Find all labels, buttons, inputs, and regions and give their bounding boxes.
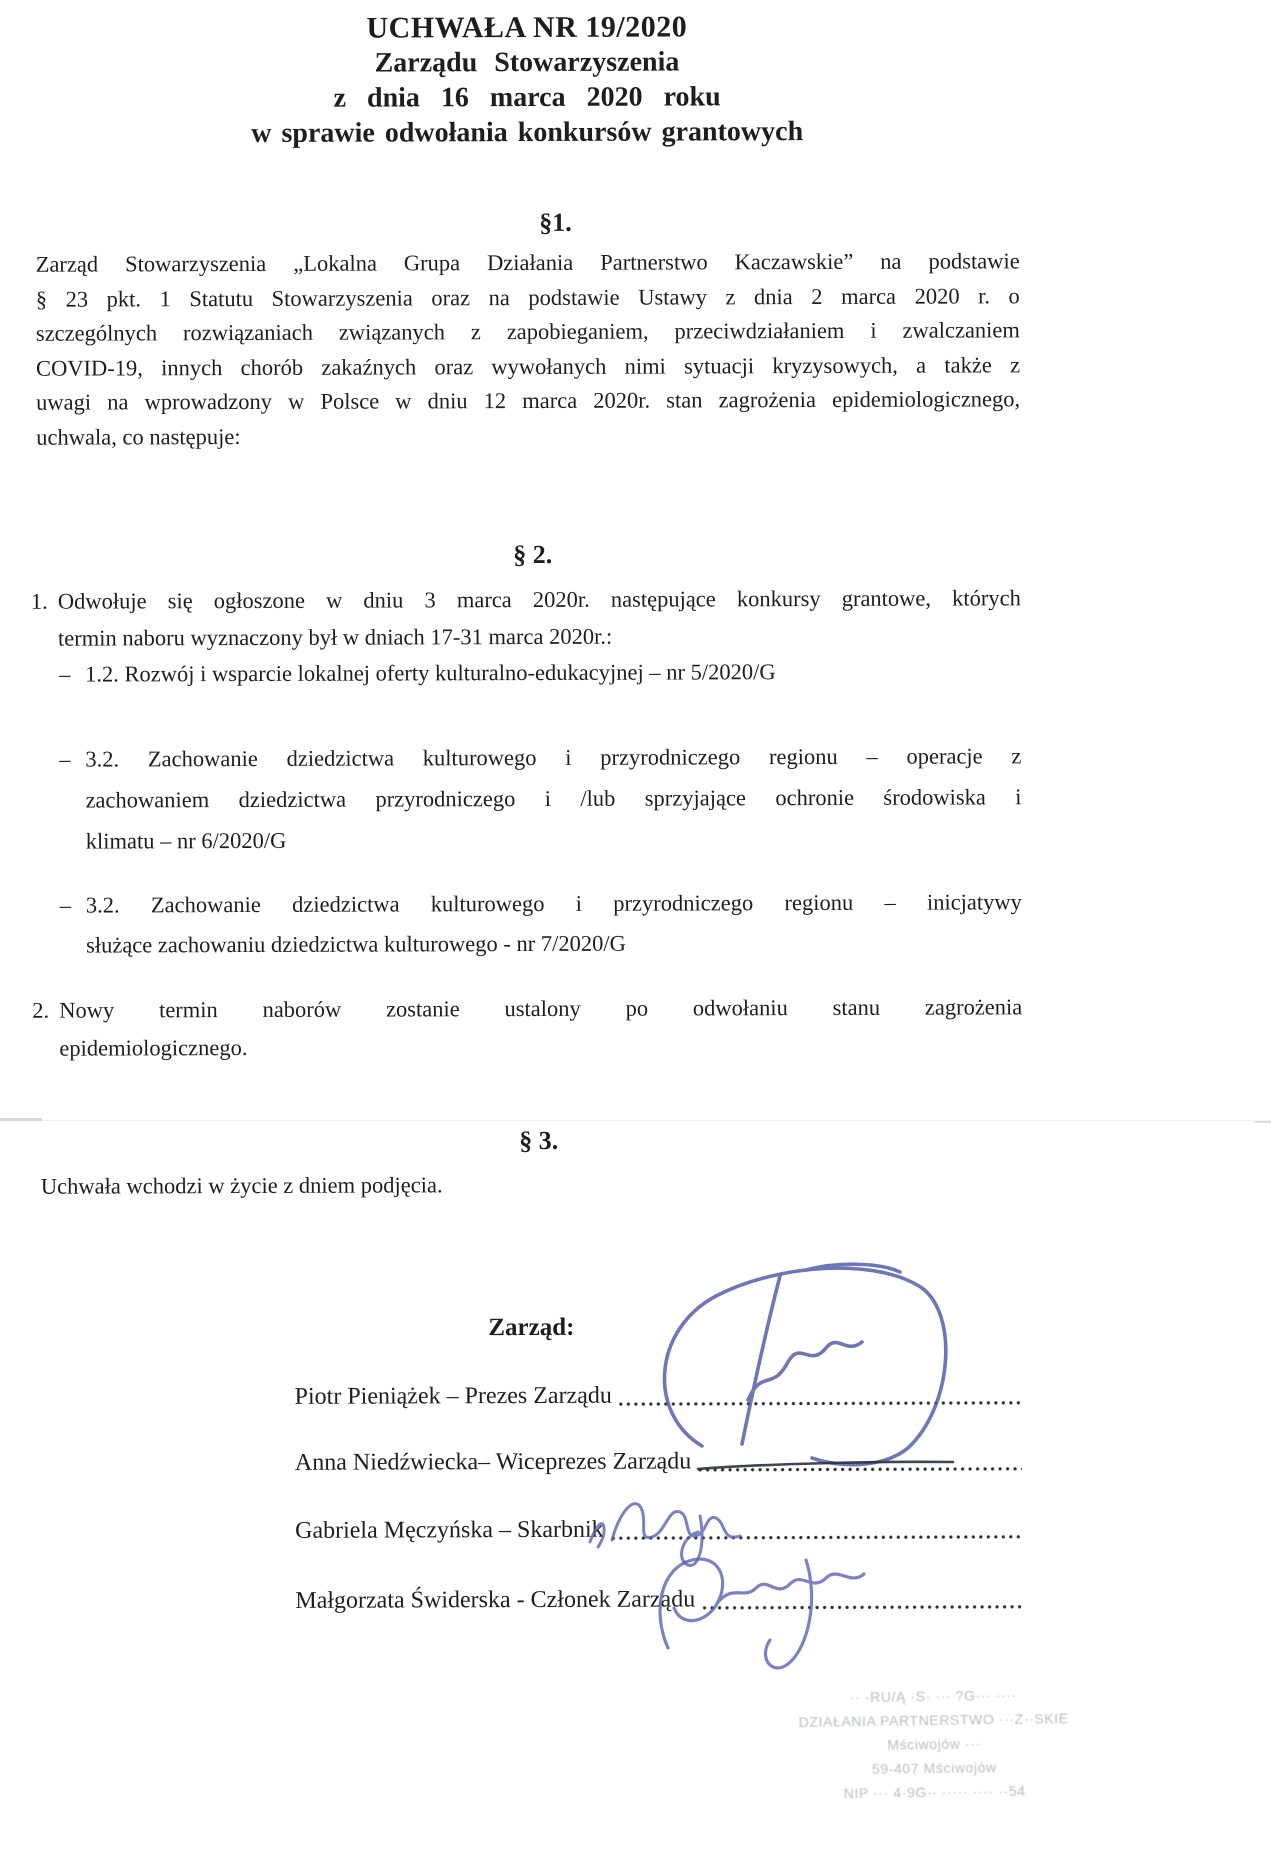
section-3-heading: § 3. xyxy=(519,1125,559,1156)
signature-row-prezes xyxy=(295,1370,1024,1415)
dotted-signature-line xyxy=(609,1510,1025,1547)
document-header xyxy=(35,8,1019,151)
subitem-line: 3.2. Zachowanie dziedzictwa kulturowego i przyrodniczego regionu – operacje z xyxy=(85,743,1022,772)
signer-label: Anna Niedźwiecka– Wiceprezes Zarządu xyxy=(294,1448,692,1476)
dotted-signature-line xyxy=(617,1376,1024,1413)
dotted-signature-line xyxy=(700,1580,1024,1617)
item-text xyxy=(59,988,1022,1067)
item-line: termin naboru wyznaczony był w dniach 17-31 marca 2020r.: xyxy=(57,623,613,651)
resolution-document xyxy=(30,0,1025,1865)
signer-label: Gabriela Męczyńska – Skarbnik xyxy=(295,1516,604,1544)
signer-label: Piotr Pieniążek – Prezes Zarządu xyxy=(294,1382,612,1410)
section-1-paragraph xyxy=(36,244,1021,454)
subitem-line: klimatu – nr 6/2020/G xyxy=(85,827,287,854)
subitem-line: zachowaniem dziedzictwa przyrodniczego i /lub sprzyjające ochronie środowiska i xyxy=(85,784,1022,813)
paragraph-line: uwagi na wprowadzony w Polsce w dniu 12 marca 2020r. stan zagrożenia epidemiologicznego, xyxy=(36,386,1021,415)
section-3-body: Uchwała wchodzi w życie z dniem podjęcia. xyxy=(40,1172,443,1199)
stamp-line: ·· ·RU/Ą ·S· ··· ?G··· ···· xyxy=(849,1686,1017,1706)
stamp-line: NIP ··· 4·9G·· ····· ···· ··54 xyxy=(843,1782,1026,1802)
signature-row-czlonek xyxy=(295,1574,1024,1619)
stamp xyxy=(787,1682,1081,1806)
dotted-signature-line xyxy=(696,1442,1024,1479)
signer-label: Małgorzata Świderska - Członek Zarządu xyxy=(295,1586,696,1614)
signature-row-wiceprezes xyxy=(295,1436,1024,1481)
scan-fold-line xyxy=(0,1120,1271,1121)
subitem-text xyxy=(86,882,1022,965)
item-number: 1. xyxy=(30,588,48,614)
subitem-text xyxy=(85,735,1021,861)
signature-row-skarbnik xyxy=(295,1504,1024,1549)
subitem-line: 1.2. Rozwój i wsparcie lokalnej oferty kulturalno-edukacyjnej – nr 5/2020/G xyxy=(85,659,776,687)
document-subtitle-issuer: Zarządu Stowarzyszenia xyxy=(374,46,680,79)
paragraph-line: szczególnych rozwiązaniach związanych z zapobieganiem, przeciwdziałaniem i zwalczaniem xyxy=(35,317,1020,346)
document-subject-line: w sprawie odwołania konkursów grantowych xyxy=(251,116,804,149)
item-number: 2. xyxy=(32,997,50,1023)
section-1-heading: §1. xyxy=(539,207,572,237)
paragraph-line: § 23 pkt. 1 Statutu Stowarzyszenia oraz na podstawie Ustawy z dnia 2 marca 2020 r. o xyxy=(35,282,1020,312)
stamp-line: 59-407 Mściwojów xyxy=(871,1759,997,1777)
dash-subitem-3 xyxy=(60,882,1022,965)
dash-subitem-1 xyxy=(59,652,1021,692)
numbered-item-2 xyxy=(32,988,1022,1067)
paragraph-line: uchwala, co następuje: xyxy=(36,423,241,450)
dash-marker: – xyxy=(59,746,71,772)
paragraph-line: COVID-19, innych chorób zakaźnych oraz wywołanych nimi sytuacji kryzysowych, a także z xyxy=(35,351,1021,381)
numbered-item-1 xyxy=(31,579,1021,656)
dash-subitem-2 xyxy=(59,735,1021,861)
subitem-text xyxy=(85,652,1021,692)
document-title: UCHWAŁA NR 19/2020 xyxy=(366,10,688,45)
dash-marker: – xyxy=(59,892,72,918)
scan-artifact-left xyxy=(0,1118,42,1121)
stamp-line: Mściwojów ··· xyxy=(887,1735,981,1753)
paragraph-line: Zarząd Stowarzyszenia „Lokalna Grupa Działania Partnerstwo Kaczawskie” na podstawie xyxy=(35,248,1020,277)
item-line: Odwołuje się ogłoszone w dniu 3 marca 2020r. następujące konkursy grantowe, których xyxy=(57,585,1021,614)
subitem-line: 3.2. Zachowanie dziedzictwa kulturowego i przyrodniczego regionu – inicjatywy xyxy=(85,889,1022,918)
item-line: Nowy termin naborów zostanie ustalony po odwołaniu stanu zagrożenia xyxy=(59,994,1023,1023)
document-date-line: z dnia 16 marca 2020 roku xyxy=(333,81,721,114)
section-2-heading: § 2. xyxy=(513,539,553,570)
item-text xyxy=(58,579,1021,656)
scan-artifact-right xyxy=(1255,1121,1271,1123)
stamp-line: DZIAŁANIA PARTNERSTWO ···Z··SKIE xyxy=(798,1710,1069,1730)
board-heading: Zarząd: xyxy=(488,1313,575,1342)
dash-marker: – xyxy=(59,661,71,687)
item-line: epidemiologicznego. xyxy=(59,1034,248,1061)
subitem-line: służące zachowaniu dziedzictwa kulturowego - nr 7/2020/G xyxy=(86,930,626,958)
